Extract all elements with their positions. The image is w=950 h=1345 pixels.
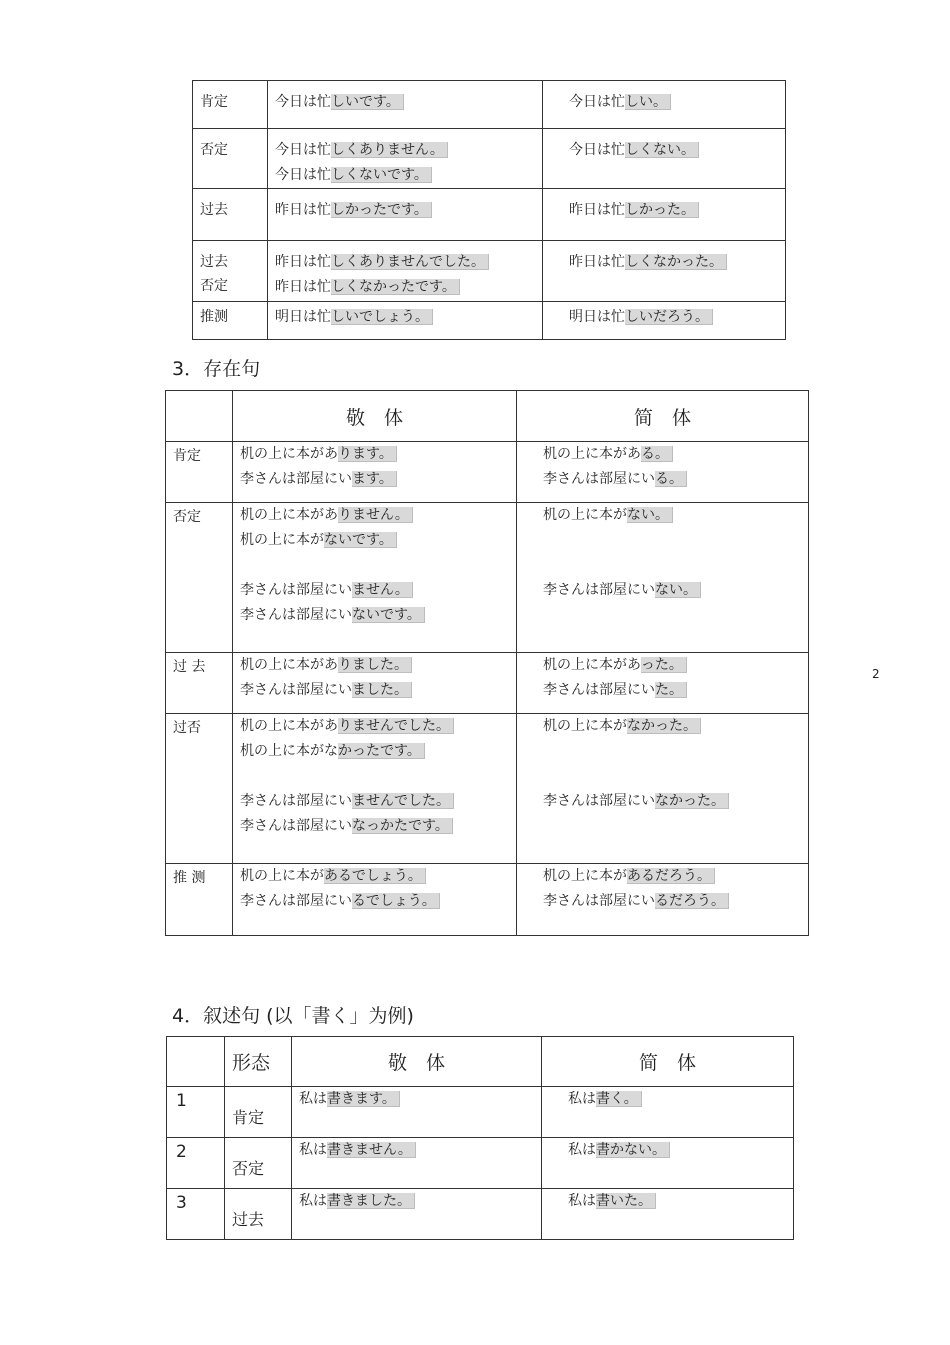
plain-cell: [543, 81, 786, 129]
row-form: 过去: [225, 1189, 292, 1240]
section-3-title: 3．存在句: [172, 358, 261, 380]
header-form: 形态: [225, 1037, 292, 1087]
table-row: [193, 189, 786, 241]
narrative-table: [166, 1036, 794, 1240]
polite-cell: [233, 864, 517, 936]
table-row: [166, 864, 809, 936]
polite-cell: [233, 442, 517, 503]
sentence: 机の上に本がある。: [543, 442, 808, 467]
sentence: 机の上に本があった。: [543, 653, 808, 678]
sentence: 今日は忙しくない。: [569, 138, 785, 163]
sentence: 李さんは部屋にいなっかたです。: [240, 814, 516, 839]
polite-cell: [292, 1138, 542, 1189]
sentence: 李さんは部屋にいません。: [240, 578, 516, 603]
header-polite: 敬 体: [233, 391, 517, 442]
header-row: [166, 391, 809, 442]
sentence: 李さんは部屋にいなかった。: [543, 789, 808, 814]
row-form: 肯定: [225, 1087, 292, 1138]
sentence: 机の上に本があるでしょう。: [240, 864, 516, 889]
plain-cell: [542, 1189, 794, 1240]
corner-cell: [166, 391, 233, 442]
header-row: [167, 1037, 794, 1087]
table-row: [193, 129, 786, 189]
polite-cell: [268, 129, 543, 189]
sentence: 今日は忙しいです。: [275, 90, 542, 115]
polite-cell: [268, 81, 543, 129]
plain-cell: [543, 241, 786, 302]
sentence: 私は書かない。: [568, 1138, 793, 1163]
table-row: [167, 1087, 794, 1138]
sentence: 今日は忙しくないです。: [275, 163, 542, 188]
table-row: [193, 241, 786, 302]
table-row: [167, 1138, 794, 1189]
polite-cell: [233, 503, 517, 653]
sentence: 私は書く。: [568, 1087, 793, 1112]
sentence: 李さんは部屋にいない。: [543, 578, 808, 603]
table-row: [167, 1189, 794, 1240]
polite-cell: [233, 653, 517, 714]
plain-cell: [542, 1087, 794, 1138]
polite-cell: [268, 241, 543, 302]
sentence: 机の上に本があります。: [240, 442, 516, 467]
table-row: [193, 81, 786, 129]
sentence: 李さんは部屋にいました。: [240, 678, 516, 703]
sentence: 李さんは部屋にいないです。: [240, 603, 516, 628]
row-number: 3: [167, 1189, 225, 1240]
sentence: 昨日は忙しくなかった。: [569, 250, 785, 275]
table-row: [166, 503, 809, 653]
sentence: 机の上に本がありません。: [240, 503, 516, 528]
row-label: 肯定: [193, 81, 268, 129]
sentence: 李さんは部屋にいるでしょう。: [240, 889, 516, 914]
corner-cell: [167, 1037, 225, 1087]
header-plain: 简 体: [517, 391, 809, 442]
header-polite: 敬 体: [292, 1037, 542, 1087]
polite-cell: [292, 1189, 542, 1240]
sentence: 李さんは部屋にいた。: [543, 678, 808, 703]
sentence: 李さんは部屋にいませんでした。: [240, 789, 516, 814]
sentence: 今日は忙しくありません。: [275, 138, 542, 163]
sentence: 机の上に本がなかったです。: [240, 739, 516, 764]
section-4-title: 4．叙述句 (以「書く」为例): [172, 1005, 414, 1027]
sentence: 明日は忙しいでしょう。: [275, 305, 542, 330]
sentence: 私は書きます。: [299, 1087, 541, 1112]
sentence: 今日は忙しい。: [569, 90, 785, 115]
existence-table: [165, 390, 809, 936]
row-label: 过 去: [166, 653, 233, 714]
table-row: [166, 442, 809, 503]
row-number: 2: [167, 1138, 225, 1189]
sentence: 李さんは部屋にいます。: [240, 467, 516, 492]
table-row: [193, 302, 786, 340]
sentence: 私は書いた。: [568, 1189, 793, 1214]
sentence: 机の上に本がないです。: [240, 528, 516, 553]
row-label: 否定: [193, 129, 268, 189]
sentence: 李さんは部屋にいる。: [543, 467, 808, 492]
sentence: 机の上に本がありました。: [240, 653, 516, 678]
row-label: 肯定: [166, 442, 233, 503]
sentence: 私は書きません。: [299, 1138, 541, 1163]
sentence: 机の上に本がありませんでした。: [240, 714, 516, 739]
row-label: 过否: [166, 714, 233, 864]
page-number: 2: [872, 667, 880, 681]
polite-cell: [233, 714, 517, 864]
polite-cell: [292, 1087, 542, 1138]
plain-cell: [517, 442, 809, 503]
row-label: 过去 否定: [193, 241, 268, 302]
table-row: [166, 653, 809, 714]
sentence: 昨日は忙しかったです。: [275, 198, 542, 223]
sentence: 机の上に本がない。: [543, 503, 808, 528]
row-form: 否定: [225, 1138, 292, 1189]
plain-cell: [543, 302, 786, 340]
sentence: 昨日は忙しかった。: [569, 198, 785, 223]
row-label: 推测: [193, 302, 268, 340]
header-plain: 简 体: [542, 1037, 794, 1087]
plain-cell: [542, 1138, 794, 1189]
row-number: 1: [167, 1087, 225, 1138]
polite-cell: [268, 189, 543, 241]
row-label: 推 测: [166, 864, 233, 936]
adjective-table: [192, 80, 786, 340]
plain-cell: [543, 189, 786, 241]
sentence: 机の上に本があるだろう。: [543, 864, 808, 889]
row-label: 过去: [193, 189, 268, 241]
sentence: 私は書きました。: [299, 1189, 541, 1214]
polite-cell: [268, 302, 543, 340]
sentence: 昨日は忙しくなかったです。: [275, 275, 542, 300]
plain-cell: [517, 503, 809, 653]
sentence: 机の上に本がなかった。: [543, 714, 808, 739]
plain-cell: [543, 129, 786, 189]
sentence: 明日は忙しいだろう。: [569, 305, 785, 330]
sentence: 昨日は忙しくありませんでした。: [275, 250, 542, 275]
sentence: 李さんは部屋にいるだろう。: [543, 889, 808, 914]
table-row: [166, 714, 809, 864]
plain-cell: [517, 653, 809, 714]
plain-cell: [517, 714, 809, 864]
row-label: 否定: [166, 503, 233, 653]
plain-cell: [517, 864, 809, 936]
